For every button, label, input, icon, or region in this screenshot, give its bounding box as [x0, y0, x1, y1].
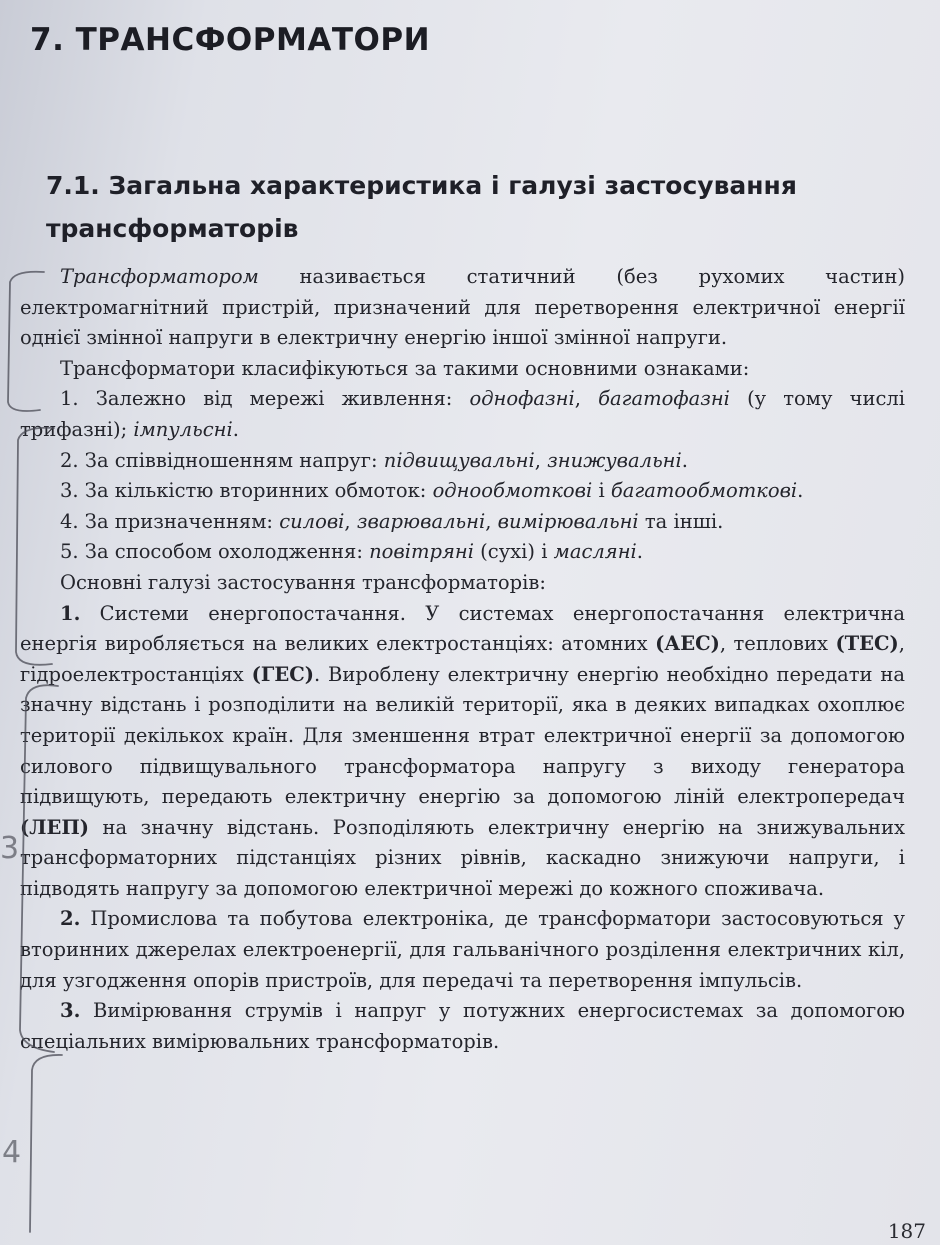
- classification-item: 2. За співвідношенням напруг: підвищувальні, знижувальні.: [60, 448, 688, 472]
- body-text: [20, 262, 905, 1057]
- margin-bracket-4: [30, 1055, 62, 1232]
- application-2: 2. Промислова та побутова електроніка, де трансформатори застосовуються у вторинних джерелах електроенергії, для гальванічного розділення електричних кіл, для узгодження опорів пристроїв, для передачі та перетворення імпульсів.: [20, 907, 905, 992]
- classification-item: 3. За кількістю вторинних обмоток: однообмоткові і багатообмоткові.: [60, 479, 804, 503]
- application-3: 3. Вимірювання струмів і напруг у потужних енергосистемах за допомогою спеціальних вимірювальних трансформаторів.: [20, 999, 905, 1053]
- chapter-title: 7. ТРАНСФОРМАТОРИ: [30, 22, 431, 58]
- page-number: 187: [887, 1219, 926, 1243]
- defined-term: Трансформатором: [60, 265, 259, 288]
- definition-text: називається статичний (без рухомих частин) електромагнітний пристрій, призначений для перетворення електричної енергії однієї змінної напруги в електричну енергію іншої змінної напруги.: [20, 265, 905, 350]
- classification-item: 5. За способом охолодження: повітряні (сухі) і масляні.: [60, 540, 643, 564]
- application-1: 1. Системи енергопостачання. У системах енергопостачання електрична енергія виробляється на великих електростанціях: атомних (АЕС), теплових (ТЕС), гідроелектростанціях (ГЕС). Вироблену електричну енергію необхідно передати на значну відстань і розподілити на великій території, яка в деяких випадках охоплює території декількох країн. Для зменшення втрат електричної енергії за допомогою силового підвищувального трансформатора напругу з виходу генератора підвищують, передають електричну енергію за допомогою ліній електропередач (ЛЕП) на значну відстань. Розподіляють електричну енергію на знижувальних трансформаторних підстанціях різних рівнів, каскадно знижуючи напруги, і підводять напругу за допомогою електричної мережі до кожного споживача.: [20, 601, 905, 900]
- definition-paragraph: [20, 262, 905, 354]
- margin-note-3: 3: [0, 831, 20, 866]
- classification-intro: Трансформатори класифікуються за такими основними ознаками:: [60, 356, 750, 380]
- section-title: 7.1. Загальна характеристика і галузі застосування трансформаторів: [46, 171, 797, 243]
- classification-item: 4. За призначенням: силові, зварювальні, вимірювальні та інші.: [60, 509, 724, 533]
- margin-note-4: 4: [2, 1135, 22, 1170]
- applications-intro: Основні галузі застосування трансформаторів:: [60, 570, 546, 594]
- classification-item: 1. Залежно від мережі живлення: однофазні, багатофазні (у тому числі трифазні); імпульсні.: [20, 387, 905, 441]
